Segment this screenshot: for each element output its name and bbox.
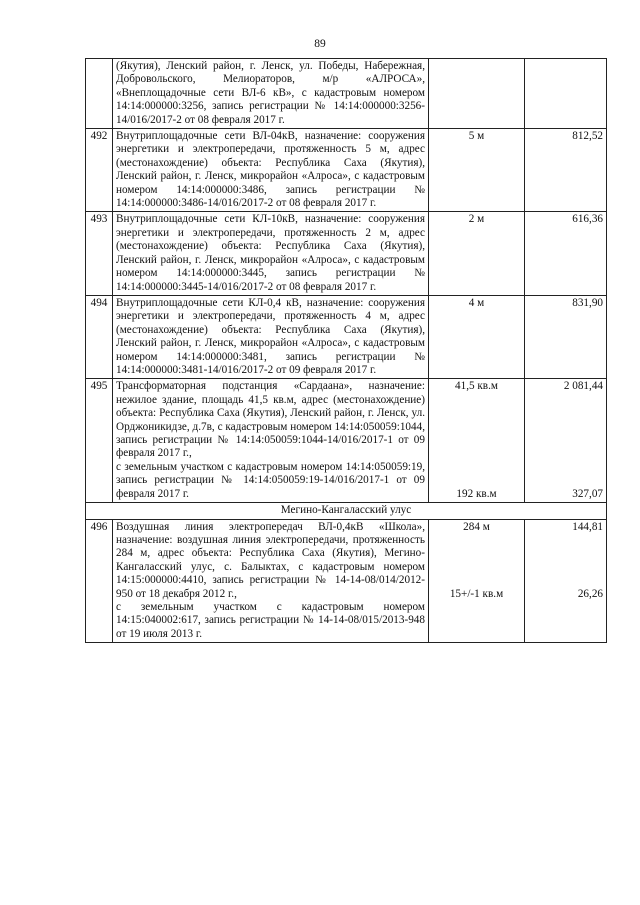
quantity-value: 2 м — [468, 213, 485, 226]
description-paragraph: Трансформаторная подстанция «Сардаана», назначение: нежилое здание, площадь 41,5 кв.м, адрес (местонахождение) объекта: Республика Саха (Якутия), Ленский район, г. Ленск, ул. Орджоникидзе, д.7в, с кадастровым номером 14:14:050059:1044, запись регистрации № 14:14:050059:1044-14/016/2017-1 от 09 февраля 2017 г., — [116, 380, 425, 460]
row-description — [113, 519, 429, 643]
row-description — [113, 59, 429, 129]
row-quantity — [429, 379, 525, 503]
row-quantity — [429, 59, 525, 129]
row-value — [525, 212, 607, 295]
description-paragraph: Внутриплощадочные сети КЛ-10кВ, назначение: сооружения энергетики и электропередачи, протяженность 2 м, адрес (местонахождение) объекта: Республика Саха (Якутия), Ленский район, г. Ленск, микрорайон «Алроса», с кадастровым номером 14:14:000000:3445, запись регистрации № 14:14:000000:3445-14/016/2017-2 от 08 февраля 2017 г. — [116, 213, 425, 293]
row-quantity — [429, 129, 525, 212]
description-paragraph: Внутриплощадочные сети ВЛ-04кВ, назначение: сооружения энергетики и электропередачи, протяженность 5 м, адрес (местонахождение) объекта: Республика Саха (Якутия), Ленский район, г. Ленск, микрорайон «Алроса», с кадастровым номером 14:14:000000:3486, запись регистрации № 14:14:000000:3486-14/016/2017-2 от 08 февраля 2017 г. — [116, 130, 425, 210]
row-number: 496 — [86, 519, 113, 643]
row-quantity — [429, 212, 525, 295]
table-row — [86, 129, 607, 212]
row-number: 492 — [86, 129, 113, 212]
land-quantity-value: 15+/-1 кв.м — [449, 587, 504, 600]
row-value — [525, 295, 607, 378]
row-quantity — [429, 295, 525, 378]
row-number: 494 — [86, 295, 113, 378]
row-number — [86, 59, 113, 129]
section-header-row — [86, 503, 607, 519]
land-plot-paragraph: с земельным участком с кадастровым номером 14:15:040002:617, запись регистрации № 14-14-08/015/2013-948 от 19 июля 2013 г. — [116, 601, 425, 640]
row-number: 495 — [86, 379, 113, 503]
row-value — [525, 129, 607, 212]
row-description — [113, 379, 429, 503]
row-description — [113, 212, 429, 295]
land-plot-paragraph: с земельным участком с кадастровым номером 14:14:050059:19, запись регистрации № 14:14:050059:19-14/016/2017-1 от 09 февраля 2017 г. — [116, 460, 425, 500]
property-registry-table — [85, 58, 607, 643]
description-paragraph: (Якутия), Ленский район, г. Ленск, ул. Победы, Набережная, Добровольского, Мелиораторов, м/р «АЛРОСА», «Внеплощадочные сети ВЛ-6 кВ», с кадастровым номером 14:14:000000:3256, запись регистрации № 14:14:000000:3256-14/016/2017-2 от 08 февраля 2017 г. — [116, 60, 425, 126]
quantity-value: 284 м — [463, 520, 490, 533]
description-paragraph: Воздушная линия электропередач ВЛ-0,4кВ «Школа», назначение: воздушная линия электропередачи, протяженность 284 м, адрес объекта: Республика Саха (Якутия), Мегино-Кангаласский улус, с. Балыктах, с кадастровым номером 14:15:000000:4410, запись регистрации № 14-14-08/014/2012-950 от 18 декабря 2012 г., — [116, 520, 425, 600]
row-value — [525, 59, 607, 129]
quantity-value: 5 м — [468, 130, 485, 143]
row-number: 493 — [86, 212, 113, 295]
page-number: 89 — [314, 38, 326, 50]
row-value — [525, 379, 607, 503]
cost-value: 144,81 — [572, 520, 603, 533]
land-cost-value: 26,26 — [577, 587, 603, 600]
row-description — [113, 295, 429, 378]
quantity-value: 4 м — [468, 296, 485, 309]
row-value — [525, 519, 607, 643]
cost-value: 812,52 — [572, 130, 603, 143]
land-cost-value: 327,07 — [572, 487, 603, 500]
row-description — [113, 129, 429, 212]
description-paragraph: Внутриплощадочные сети КЛ-0,4 кВ, назначение: сооружения энергетики и электропередачи, протяженность 4 м, адрес (местонахождение) объекта: Республика Саха (Якутия), Ленский район, г. Ленск, микрорайон «Алроса», с кадастровым номером 14:14:000000:3481, запись регистрации № 14:14:000000:3481-14/016/2017-2 от 09 февраля 2017 г. — [116, 296, 425, 376]
section-title: Мегино-Кангаласский улус — [86, 503, 607, 519]
land-quantity-value: 192 кв.м — [456, 487, 497, 500]
cost-value: 831,90 — [572, 296, 603, 309]
cost-value: 616,36 — [572, 213, 603, 226]
row-quantity — [429, 519, 525, 643]
table-row — [86, 295, 607, 378]
quantity-value: 41,5 кв.м — [455, 380, 498, 393]
table-row — [86, 212, 607, 295]
cost-value: 2 081,44 — [563, 380, 603, 393]
registry-body — [86, 59, 607, 643]
table-row — [86, 379, 607, 503]
table-row — [86, 59, 607, 129]
table-row — [86, 519, 607, 643]
